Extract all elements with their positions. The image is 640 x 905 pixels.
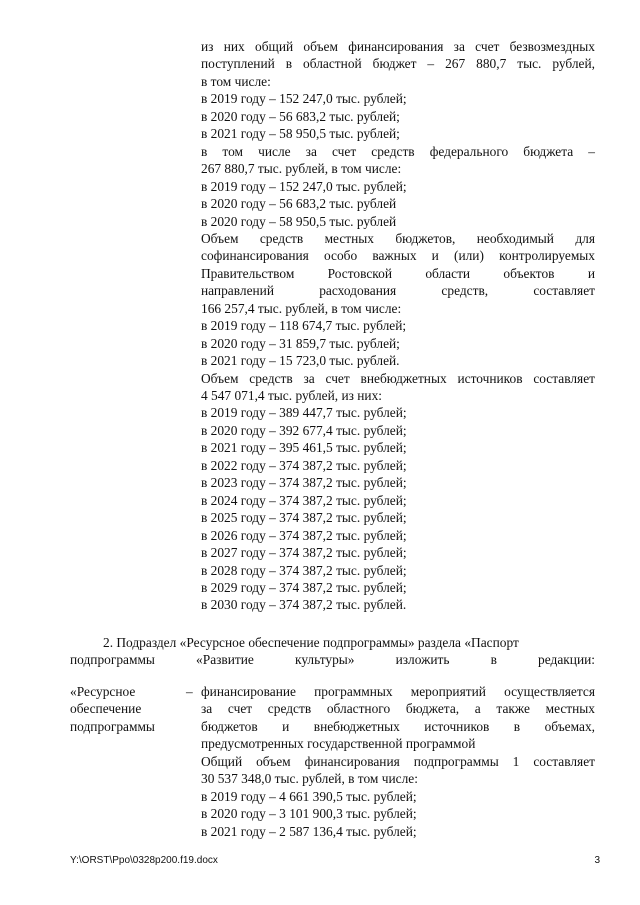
text-line: Правительством Ростовской области объектов и [201,265,595,281]
page-number: 3 [594,855,600,866]
text-line: в 2029 году – 374 387,2 тыс. рублей; [201,579,407,595]
paragraph-line-2: подпрограммы «Развитие культуры» изложить в редакции: [70,652,595,667]
table-dash: – [186,684,193,699]
text-line: в том числе за счет средств федерального бюджета – [201,143,595,159]
text-line: в 2021 году – 395 461,5 тыс. рублей; [201,440,407,456]
text-line: в 2023 году – 374 387,2 тыс. рублей; [201,475,407,491]
text-line: поступлений в областной бюджет – 267 880,7 тыс. рублей, [201,56,595,72]
text-line: в 2020 году – 392 677,4 тыс. рублей; [201,422,407,438]
text-line: Объем средств за счет внебюджетных источников составляет [201,370,595,386]
text-line: в 2025 году – 374 387,2 тыс. рублей; [201,510,407,526]
text-line: Объем средств местных бюджетов, необходимый для [201,230,595,246]
text-line: в 2020 году – 58 950,5 тыс. рублей [201,213,397,229]
text-line: в 2027 году – 374 387,2 тыс. рублей; [201,545,407,561]
text-line: в 2030 году – 374 387,2 тыс. рублей. [201,597,407,613]
text-line: 4 547 071,4 тыс. рублей, из них: [201,388,382,403]
table-label-line: подпрограммы [70,718,155,734]
text-line: в 2021 году – 15 723,0 тыс. рублей. [201,353,400,369]
table-text-line: в 2019 году – 4 661 390,5 тыс. рублей; [201,788,417,804]
text-line: в 2020 году – 56 683,2 тыс. рублей [201,196,397,212]
text-line: в 2026 году – 374 387,2 тыс. рублей; [201,527,407,543]
text-line: в 2019 году – 389 447,7 тыс. рублей; [201,405,407,421]
table-label-line: «Ресурсное [70,684,136,699]
text-line: из них общий объем финансирования за счет безвозмездных [201,39,595,54]
text-line: в 2021 году – 58 950,5 тыс. рублей; [201,126,400,142]
text-line: в 2019 году – 152 247,0 тыс. рублей; [201,178,407,194]
text-line: в 2019 году – 152 247,0 тыс. рублей; [201,91,407,107]
text-line: 267 880,7 тыс. рублей, в том числе: [201,161,402,177]
table-text-line: за счет средств областного бюджета, а также местных [201,701,595,717]
paragraph-line-1: 2. Подраздел «Ресурсное обеспечение подпрограммы» раздела «Паспорт [103,635,519,650]
text-line: в 2020 году – 31 859,7 тыс. рублей; [201,335,400,351]
text-line: в 2028 году – 374 387,2 тыс. рублей; [201,562,407,578]
table-label-line: обеспечение [70,701,142,717]
text-line: 166 257,4 тыс. рублей, в том числе: [201,300,402,316]
text-line: в 2022 году – 374 387,2 тыс. рублей; [201,457,407,473]
table-text-line: финансирование программных мероприятий осуществляется [201,684,595,699]
table-text-line: в 2020 году – 3 101 900,3 тыс. рублей; [201,806,417,822]
text-line: в том числе: [201,73,271,89]
table-text-line: в 2021 году – 2 587 136,4 тыс. рублей; [201,823,417,839]
table-text-line: Общий объем финансирования подпрограммы 1 составляет [201,753,595,769]
table-text-line: предусмотренных государственной программой [201,736,476,752]
text-line: в 2020 году – 56 683,2 тыс. рублей; [201,108,400,124]
table-text-line: бюджетов и внебюджетных источников в объемах, [201,718,595,734]
text-line: софинансирования особо важных и (или) контролируемых [201,248,595,264]
footer-file-path: Y:\ORST\Ppo\0328p200.f19.docx [70,855,218,866]
table-text-line: 30 537 348,0 тыс. рублей, в том числе: [201,771,418,787]
text-line: направлений расходования средств, составляет [201,283,595,299]
text-line: в 2024 году – 374 387,2 тыс. рублей; [201,492,407,508]
text-line: в 2019 году – 118 674,7 тыс. рублей; [201,318,407,334]
